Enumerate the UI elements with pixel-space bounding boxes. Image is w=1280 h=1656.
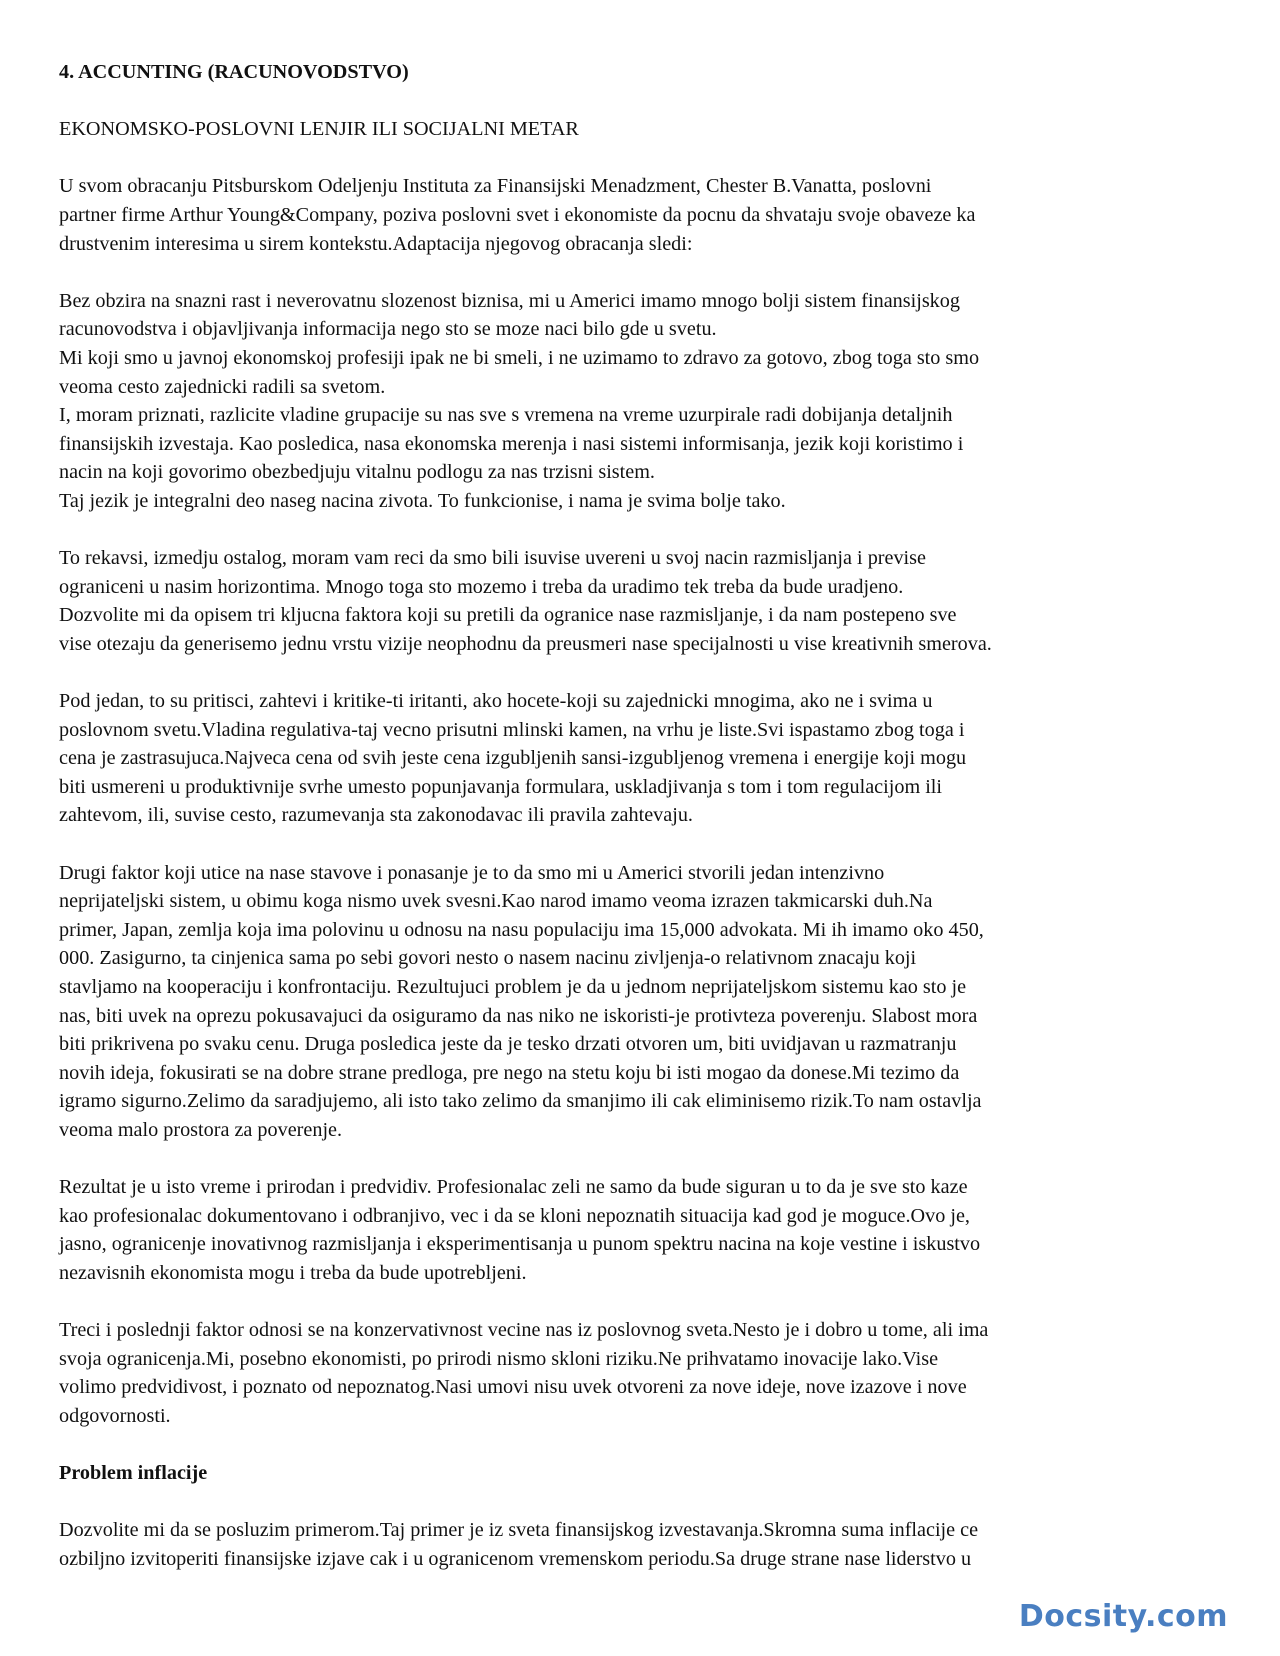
paragraph-line: veoma malo prostora za poverenje. (59, 1118, 343, 1141)
body-paragraphs (59, 172, 1224, 1430)
paragraph-line: vise otezaju da generisemo jednu vrstu vizije neophodnu da preusmeri nase specijalnosti u vise kreativnih smerova. (59, 632, 992, 655)
paragraph-line: Mi koji smo u javnoj ekonomskoj profesiji ipak ne bi smeli, i ne uzimamo to zdravo za gotovo, zbog toga sto smo (59, 346, 980, 369)
paragraph-line: Treci i poslednji faktor odnosi se na konzervativnost vecine nas iz poslovnog sveta.Nesto je i dobro u tome, ali ima (59, 1319, 989, 1342)
paragraph (59, 172, 1224, 258)
paragraph-line: nas, biti uvek na oprezu pokusavajuci da osiguramo da nas niko ne iskoristi-je protivteza poverenju. Slabost mora (59, 1004, 978, 1027)
paragraph-line: volimo predvidivost, i poznato od nepoznatog.Nasi umovi nisu uvek otvoreni za nove ideje, nove izazove i nove (59, 1376, 967, 1399)
paragraph-line: stavljamo na kooperaciju i konfrontaciju. Rezultujuci problem je da u jednom neprijateljskom sistemu kao sto je (59, 976, 967, 998)
paragraph-line: poslovnom svetu.Vladina regulativa-taj vecno prisutni mlinski kamen, na vrhu je liste.Svi ispastamo zbog toga i (59, 718, 965, 741)
paragraph-line: cena je zastrasujuca.Najveca cena od svih jeste cena izgubljenih sansi-izgubljenog vremena i energije koji mogu (59, 747, 967, 770)
document-title: 4. ACCUNTING (RACUNOVODSTVO) (59, 61, 409, 83)
paragraph-line: ograniceni u nasim horizontima. Mnogo toga sto mozemo i treba da uradimo tek treba da bude uradjeno. (59, 575, 904, 598)
paragraph-line: zahtevom, ili, suvise cesto, razumevanja sta zakonodavac ili pravila zahtevaju. (59, 804, 693, 827)
paragraph-line: Rezultat je u isto vreme i prirodan i predvidiv. Profesionalac zeli ne samo da bude siguran u to da je sve sto kaze (59, 1176, 968, 1199)
paragraph-line: primer, Japan, zemlja koja ima polovinu u odnosu na nasu populaciju ima 15,000 advokata. Mi ih imamo oko 450, (59, 918, 984, 941)
paragraph-line: racunovodstva i objavljivanja informacija nego sto se moze naci bilo gde u svetu. (59, 318, 717, 341)
paragraph-line: 000. Zasigurno, ta cinjenica sama po sebi govori nesto o nasem nacinu zivljenja-o relativnom znacaju koji (59, 947, 917, 970)
paragraph (59, 1316, 1224, 1430)
paragraph-line: odgovornosti. (59, 1404, 171, 1427)
paragraph-line: finansijskih izvestaja. Kao posledica, nasa ekonomska merenja i nasi sistemi informisanja, jezik koji koristimo i (59, 432, 964, 455)
paragraph-line: Dozvolite mi da opisem tri kljucna faktora koji su pretili da ogranice nase razmisljanje, i da nam postepeno sve (59, 604, 957, 627)
paragraph (59, 1516, 1224, 1573)
paragraph-line: kao profesionalac dokumentovano i odbranjivo, vec i da se kloni nepoznatih situacija kad god je moguce.Ovo je, (59, 1204, 970, 1227)
paragraph-line: Taj jezik je integralni deo naseg nacina zivota. To funkcionise, i nama je svima bolje tako. (59, 489, 786, 512)
paragraph-line: nacin na koji govorimo obezbedjuju vitalnu podlogu za nas trzisni sistem. (59, 461, 655, 484)
document-subtitle: EKONOMSKO-POSLOVNI LENJIR ILI SOCIJALNI METAR (59, 118, 579, 141)
paragraph-line: I, moram priznati, razlicite vladine grupacije su nas sve s vremena na vreme uzurpirale radi dobijanja detaljnih (59, 404, 953, 427)
paragraph-line: partner firme Arthur Young&Company, poziva poslovni svet i ekonomiste da pocnu da shvataju svoje obaveze ka (59, 203, 976, 226)
docsity-watermark[interactable]: Docsity.com (1018, 1599, 1228, 1634)
paragraph (59, 544, 1224, 658)
paragraph-line: biti prikrivena po svaku cenu. Druga posledica jeste da je tesko drzati otvoren um, biti uvidjavan u razmatranju (59, 1033, 957, 1056)
paragraph (59, 859, 1224, 1145)
paragraph-line: To rekavsi, izmedju ostalog, moram vam reci da smo bili isuvise uvereni u svoj nacin razmisljanja i previse (59, 547, 926, 570)
section-paragraphs (59, 1516, 1224, 1573)
paragraph-line: nezavisnih ekonomista mogu i treba da bude upotrebljeni. (59, 1261, 527, 1284)
paragraph (59, 1173, 1224, 1287)
paragraph-line: Bez obzira na snazni rast i neverovatnu slozenost biznisa, mi u Americi imamo mnogo bolji sistem finansijskog (59, 289, 960, 312)
paragraph-line: U svom obracanju Pitsburskom Odeljenju Instituta za Finansijski Menadzment, Chester B.Vanatta, poslovni (59, 175, 932, 198)
paragraph-line: ozbiljno izvitoperiti finansijske izjave cak i u ogranicenom vremenskom periodu.Sa druge strane nase liderstvo u (59, 1547, 972, 1570)
paragraph-line: veoma cesto zajednicki radili sa svetom. (59, 375, 386, 398)
paragraph-line: biti usmereni u produktivnije svrhe umesto popunjavanja formulara, uskladjivanja s tom i tom regulacijom ili (59, 775, 943, 798)
paragraph-line: igramo sigurno.Zelimo da saradjujemo, ali isto tako zelimo da smanjimo ili cak eliminisemo rizik.To nam ostavlja (59, 1090, 982, 1113)
section-heading: Problem inflacije (59, 1462, 208, 1485)
paragraph-line: svoja ogranicenja.Mi, posebno ekonomisti, po prirodi nismo skloni riziku.Ne prihvatamo inovacije lako.Vise (59, 1347, 939, 1370)
paragraph-line: novih ideja, fokusirati se na dobre strane predloga, pre nego na stetu koju bi isti mogao da donese.Mi tezimo da (59, 1061, 960, 1084)
paragraph-line: Dozvolite mi da se posluzim primerom.Taj primer je iz sveta finansijskog izvestavanja.Skromna suma inflacije ce (59, 1519, 979, 1542)
paragraph-line: Pod jedan, to su pritisci, zahtevi i kritike-ti iritanti, ako hocete-koji su zajednicki mnogima, ako ne i svima u (59, 690, 933, 713)
paragraph-line: drustvenim interesima u sirem kontekstu.Adaptacija njegovog obracanja sledi: (59, 232, 693, 255)
document-page (59, 58, 1224, 1602)
paragraph-line: neprijateljski sistem, u obimu koga nismo uvek svesni.Kao narod imamo veoma izrazen takmicarski duh.Na (59, 890, 933, 913)
paragraph-line: Drugi faktor koji utice na nase stavove i ponasanje je to da smo mi u Americi stvorili jedan intenzivno (59, 861, 885, 884)
paragraph (59, 287, 1224, 516)
paragraph (59, 687, 1224, 830)
paragraph-line: jasno, ogranicenje inovativnog razmisljanja i eksperimentisanja u punom spektru nacina na koje vestine i iskustvo (59, 1233, 981, 1256)
